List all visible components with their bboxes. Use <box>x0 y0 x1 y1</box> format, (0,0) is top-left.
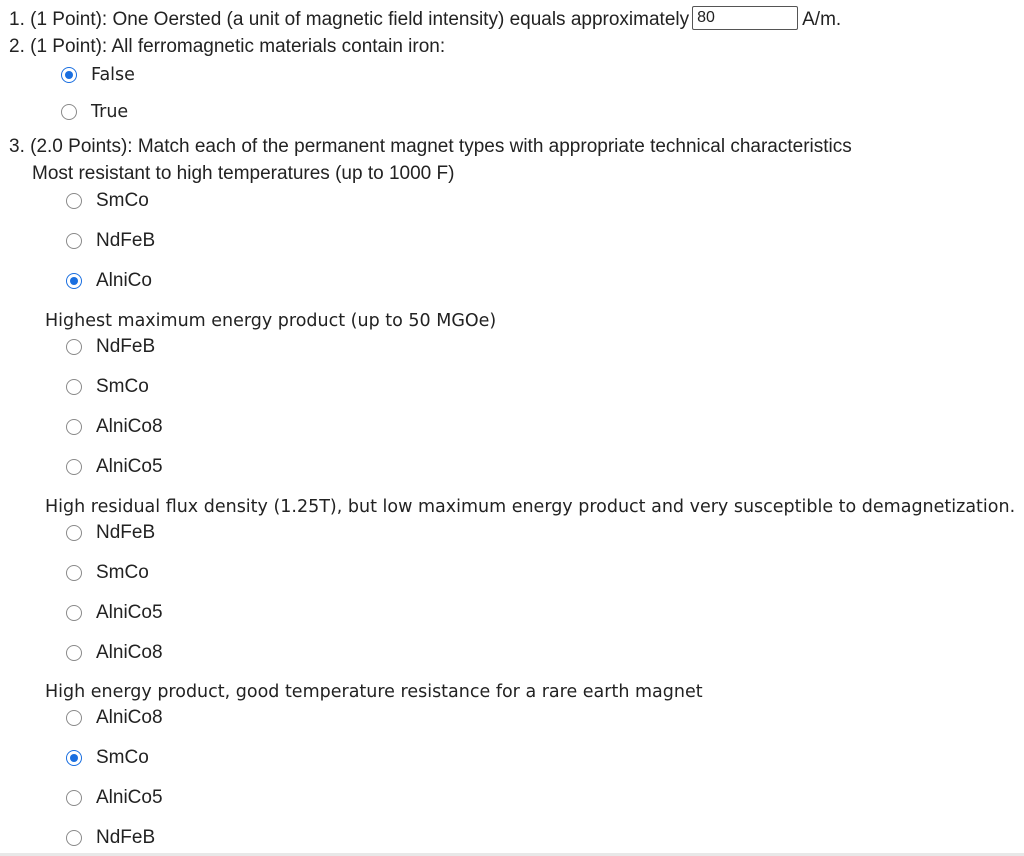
q2-option-label: True <box>91 102 129 122</box>
option-label: NdFeB <box>96 522 156 543</box>
option-label: SmCo <box>96 747 149 768</box>
radio-button[interactable] <box>66 419 82 435</box>
radio-button[interactable] <box>66 645 82 661</box>
radio-button[interactable] <box>66 233 82 249</box>
radio-button[interactable] <box>66 790 82 806</box>
radio-button[interactable] <box>66 830 82 846</box>
q3-part-d-prompt: High energy product, good temperature resistance for a rare earth magnet <box>45 682 703 702</box>
q3c-option-alnico8[interactable] <box>66 641 163 665</box>
q3b-option-alnico8[interactable] <box>66 415 163 439</box>
option-label: SmCo <box>96 376 149 397</box>
q3c-option-ndfeb[interactable] <box>66 521 155 545</box>
q3-part-b-prompt: Highest maximum energy product (up to 50 MGOe) <box>45 311 497 331</box>
q3a-option-alnico[interactable] <box>66 269 152 293</box>
q3a-option-ndfeb[interactable] <box>66 229 155 253</box>
q3d-option-smco[interactable] <box>66 746 149 770</box>
q3-part-c-prompt: High residual flux density (1.25T), but low maximum energy product and very susceptible to demagnetization. <box>45 497 1016 517</box>
radio-button[interactable] <box>66 605 82 621</box>
radio-button[interactable] <box>66 339 82 355</box>
question-3-text: 3. (2.0 Points): Match each of the permanent magnet types with appropriate technical characteristics <box>9 136 852 157</box>
radio-button[interactable] <box>66 273 82 289</box>
question-1 <box>9 8 841 32</box>
option-label: NdFeB <box>96 336 156 357</box>
option-label: NdFeB <box>96 230 156 251</box>
radio-button[interactable] <box>66 193 82 209</box>
q3c-option-smco[interactable] <box>66 561 149 585</box>
radio-button[interactable] <box>66 525 82 541</box>
option-label: AlniCo <box>96 270 152 291</box>
q3b-option-smco[interactable] <box>66 375 149 399</box>
q3b-option-alnico5[interactable] <box>66 455 163 479</box>
q3b-option-ndfeb[interactable] <box>66 335 155 359</box>
option-label: SmCo <box>96 562 149 583</box>
question-1-text: 1. (1 Point): One Oersted (a unit of magnetic field intensity) equals approximately <box>9 9 690 31</box>
radio-button[interactable] <box>66 750 82 766</box>
q2-option-false[interactable] <box>61 63 135 87</box>
option-label: NdFeB <box>96 827 156 848</box>
option-label: AlniCo5 <box>96 787 163 808</box>
q3a-option-smco[interactable] <box>66 189 149 213</box>
radio-button[interactable] <box>66 459 82 475</box>
q3d-option-alnico8[interactable] <box>66 706 163 730</box>
q2-option-true[interactable] <box>61 100 128 124</box>
option-label: SmCo <box>96 190 149 211</box>
option-label: AlniCo8 <box>96 707 163 728</box>
radio-button[interactable] <box>66 565 82 581</box>
q3c-option-alnico5[interactable] <box>66 601 163 625</box>
question-2-text: 2. (1 Point): All ferromagnetic materials contain iron: <box>9 36 446 57</box>
oersted-answer-input[interactable] <box>692 6 798 30</box>
radio-button[interactable] <box>66 710 82 726</box>
q3d-option-alnico5[interactable] <box>66 786 163 810</box>
radio-button[interactable] <box>61 104 77 120</box>
option-label: AlniCo8 <box>96 642 163 663</box>
radio-button[interactable] <box>61 67 77 83</box>
q3d-option-ndfeb[interactable] <box>66 826 155 850</box>
option-label: AlniCo8 <box>96 416 163 437</box>
question-1-unit: A/m. <box>802 9 842 31</box>
option-label: AlniCo5 <box>96 602 163 623</box>
radio-button[interactable] <box>66 379 82 395</box>
option-label: AlniCo5 <box>96 456 163 477</box>
q3-part-a-prompt: Most resistant to high temperatures (up to 1000 F) <box>32 163 455 184</box>
q2-option-label: False <box>91 65 135 85</box>
